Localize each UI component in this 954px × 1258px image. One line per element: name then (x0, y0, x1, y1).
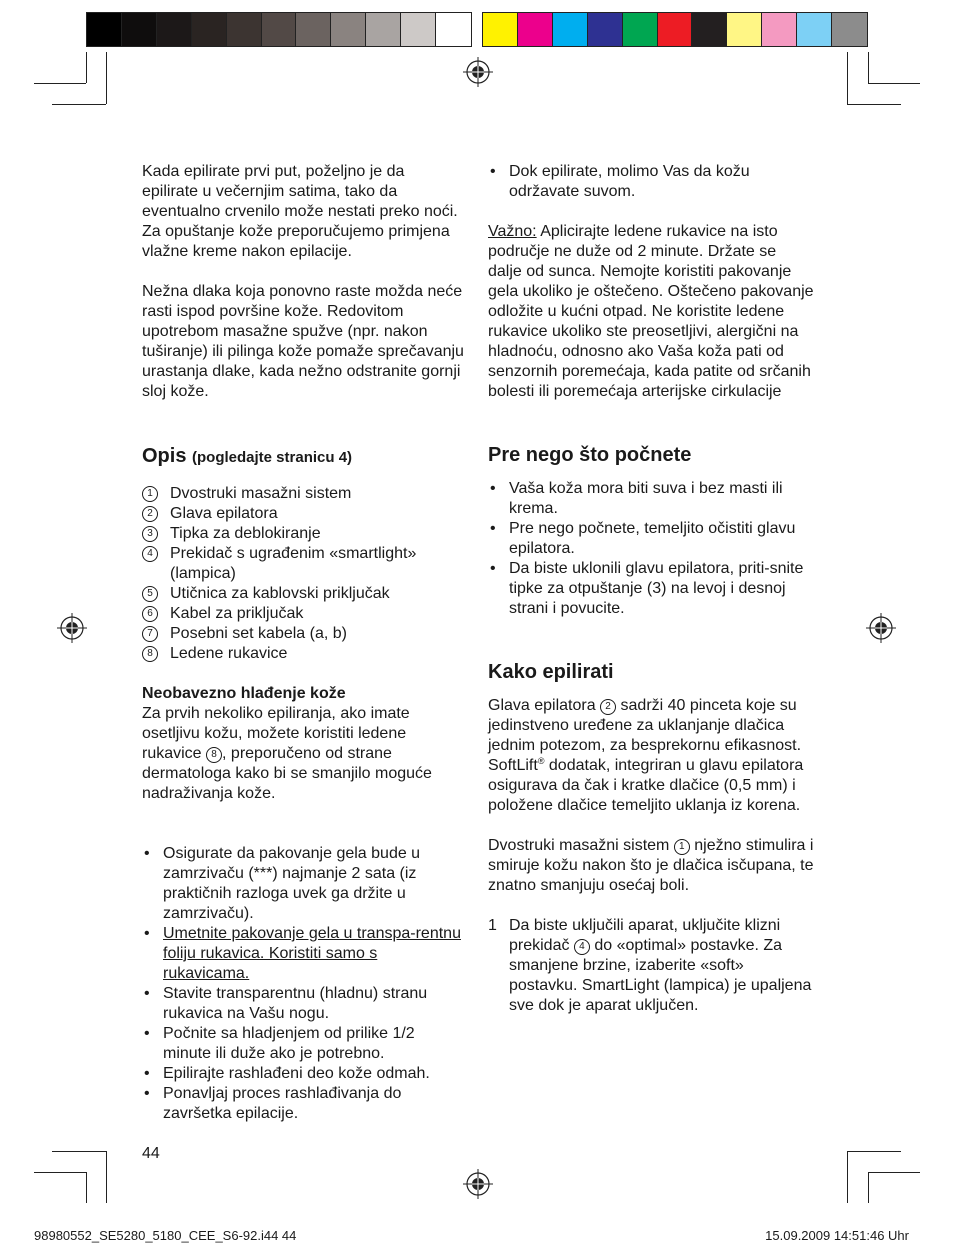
color-swatch (87, 13, 122, 46)
how-paragraph-2: Dvostruki masažni sistem 1 nježno stimulira i smiruje kožu nakon što je dlačica isčupana, te znatno smanjuju osećaj boli. (488, 837, 814, 894)
color-swatch (483, 13, 518, 46)
color-swatch (658, 13, 693, 46)
color-swatch (553, 13, 588, 46)
list-item: • Da biste uklonili glavu epilatora, priti-snite tipke za otpuštanje (3) na levoj i desnoj strani i povucite. (488, 559, 814, 619)
crop-mark (52, 104, 106, 105)
part-number-badge: 5 (142, 586, 158, 602)
list-item: • Pre nego počnete, temeljito očistiti glavu epilatora. (488, 519, 814, 559)
color-swatch (518, 13, 553, 46)
part-label: Prekidač s ugrađenim «smartlight» (lampica) (170, 545, 417, 582)
part-list-item (142, 524, 464, 544)
list-item-text: Umetnite pakovanje gela u transpa-rentnu foliju rukavica. Koristiti samo s rukavicama. (163, 925, 461, 982)
part-label: Dvostruki masažni sistem (170, 485, 352, 502)
cooling-bullets (142, 844, 464, 1124)
important-label: Važno: (488, 223, 537, 240)
crop-mark (847, 1151, 901, 1152)
part-number-badge: 2 (600, 699, 616, 715)
part-list-item (142, 544, 464, 584)
color-swatch (227, 13, 262, 46)
step-number: 1 (488, 917, 497, 934)
list-item-text: Ponavljaj proces rashlađivanja do završetka epilacije. (163, 1085, 402, 1122)
crop-mark (868, 1172, 920, 1173)
part-list-item (142, 484, 464, 504)
part-label: Tipka za deblokiranje (170, 525, 321, 542)
crop-mark (86, 1172, 87, 1203)
cooling-paragraph: Za prvih nekoliko epiliranja, ako imate osetljivu kožu, možete koristiti ledene rukavice 8 , preporučeno od strane dermatologa kako bi se smanjilo moguće nadraživanja kože. (142, 705, 432, 802)
color-swatch (762, 13, 797, 46)
list-item-text: Stavite transparentnu (hladnu) stranu rukavica na Vašu nogu. (163, 985, 428, 1022)
before-start-heading: Pre nego što počnete (488, 444, 692, 466)
part-number-badge: 4 (142, 546, 158, 562)
part-number-badge: 6 (142, 606, 158, 622)
parts-list (142, 484, 464, 664)
part-label: Utičnica za kablovski priključak (170, 585, 390, 602)
part-list-item (142, 504, 464, 524)
registration-mark-icon (463, 1169, 493, 1199)
part-list-item (142, 624, 464, 644)
opis-title: Opis (142, 445, 187, 467)
before-start-bullets (488, 479, 814, 619)
color-swatch (296, 13, 331, 46)
crop-mark (868, 1172, 869, 1203)
part-number-badge: 7 (142, 626, 158, 642)
intro-paragraph-2: Nežna dlaka koja ponovno raste možda neće rasti ispod površine kože. Redovitom upotrebom masažne spužve (npr. nakon tuširanje) ili pilinga kože pomaže sprečavanju urastanja dlake, kada nežno odstranite gornji sloj kože. (142, 283, 464, 400)
color-swatch (122, 13, 157, 46)
part-number-badge: 4 (574, 939, 590, 955)
crop-mark (34, 83, 86, 84)
color-swatch (366, 13, 401, 46)
important-paragraph: Važno: Aplicirajte ledene rukavice na isto područje ne duže od 2 minute. Držate se dalje od sunca. Nemojte koristiti pakovanje gela ukoliko je oštečeno. Oštečeno pakovanje odložite u kućni otpad. Ne koristite ledene rukavice ukoliko ste preosetljivi, alergični na hladnoću, odnosno ako Vaša koža pati od senzornih poremećaja, kada patite od srčanih bolesti ili poremećaja arterijske cirkulacije (488, 223, 814, 400)
part-number-badge: 8 (142, 646, 158, 662)
color-swatch (331, 13, 366, 46)
color-swatch (588, 13, 623, 46)
list-item (142, 924, 464, 984)
intro-paragraph-1: Kada epilirate prvi put, poželjno je da epilirate u večernjim satima, tako da eventualno crvenilo može nestati preko noći. Za opuštanje kože preporučujemo primjena vlažne kreme nakon epilacije. (142, 163, 458, 260)
crop-mark (868, 83, 920, 84)
how-paragraph-1: Glava epilatora 2 sadrži 40 pinceta koje su jedinstveno uređene za uklanjanje dlačica jednim potezom, za besprekornu efikasnost. SoftLift® dodatak, integriran u glavu epilatora osigurava da čak i kratke dlačice (0,5 mm) i položene dlačice temeljito uklanja iz korena. (488, 697, 804, 814)
list-item-text: Osigurate da pakovanje gela bude u zamrzivaču (***) najmanje 2 sata (iz praktičnih razloga uvek ga držite u zamrzivaču). (163, 845, 421, 922)
crop-mark (86, 52, 87, 83)
list-item (142, 1084, 464, 1124)
crop-mark (847, 52, 848, 104)
crop-mark (847, 104, 901, 105)
color-swatch (623, 13, 658, 46)
list-item (142, 844, 464, 924)
list-item: • Vaša koža mora biti suva i bez masti ili krema. (488, 479, 814, 519)
crop-mark (52, 1151, 106, 1152)
crop-mark (106, 52, 107, 104)
list-item-text: Počnite sa hladjenjem od prilike 1/2 minute ili duže ako je potrebno. (163, 1025, 415, 1062)
color-swatch (436, 13, 471, 46)
part-number-badge: 1 (674, 839, 690, 855)
list-item (142, 1064, 464, 1084)
step-1: 1 Da biste uključili aparat, uključite klizni prekidač 4 do «optimal» postavke. Za smanjene brzine, izaberite «soft» postavku. SmartLight (lampica) je upaljena sve dok je aparat uključen. (488, 917, 812, 1014)
part-label: Glava epilatora (170, 505, 278, 522)
list-item-text: Epilirajte rashlađeni deo kože odmah. (163, 1065, 430, 1082)
opis-note: (pogledajte stranicu 4) (192, 449, 353, 466)
file-slug: 98980552_SE5280_5180_CEE_S6-92.i44 44 (34, 1228, 297, 1243)
registration-mark-icon (463, 57, 493, 87)
color-swatch (401, 13, 436, 46)
list-item (142, 1024, 464, 1064)
color-swatch (832, 13, 867, 46)
part-number-badge: 2 (142, 506, 158, 522)
crop-mark (34, 1172, 86, 1173)
part-number-badge: 8 (206, 747, 222, 763)
color-swatch (157, 13, 192, 46)
registration-mark-icon (57, 613, 87, 643)
color-swatch (727, 13, 762, 46)
color-swatch (797, 13, 832, 46)
right-column (488, 162, 814, 1016)
opis-heading (142, 444, 464, 470)
part-list-item (142, 584, 464, 604)
crop-mark (868, 52, 869, 83)
crop-mark (106, 1151, 107, 1203)
color-swatch (192, 13, 227, 46)
page-number: 44 (142, 1145, 160, 1162)
list-item: • Dok epilirate, molimo Vas da kožu održavate suvom. (488, 162, 814, 202)
registered-mark: ® (537, 755, 545, 766)
part-list-item (142, 644, 464, 664)
part-label: Kabel za priključak (170, 605, 304, 622)
crop-mark (847, 1151, 848, 1203)
part-list-item (142, 604, 464, 624)
color-swatch (692, 13, 727, 46)
part-number-badge: 1 (142, 486, 158, 502)
cooling-heading: Neobavezno hlađenje kože (142, 685, 346, 702)
part-number-badge: 3 (142, 526, 158, 542)
grayscale-color-bar (86, 12, 472, 47)
print-datetime: 15.09.2009 14:51:46 Uhr (765, 1228, 909, 1243)
color-swatch (262, 13, 297, 46)
process-color-bar (482, 12, 868, 47)
list-item (142, 984, 464, 1024)
part-label: Ledene rukavice (170, 645, 288, 662)
left-column (142, 162, 464, 1164)
part-label: Posebni set kabela (a, b) (170, 625, 347, 642)
registration-mark-icon (866, 613, 896, 643)
how-to-heading: Kako epilirati (488, 661, 614, 683)
